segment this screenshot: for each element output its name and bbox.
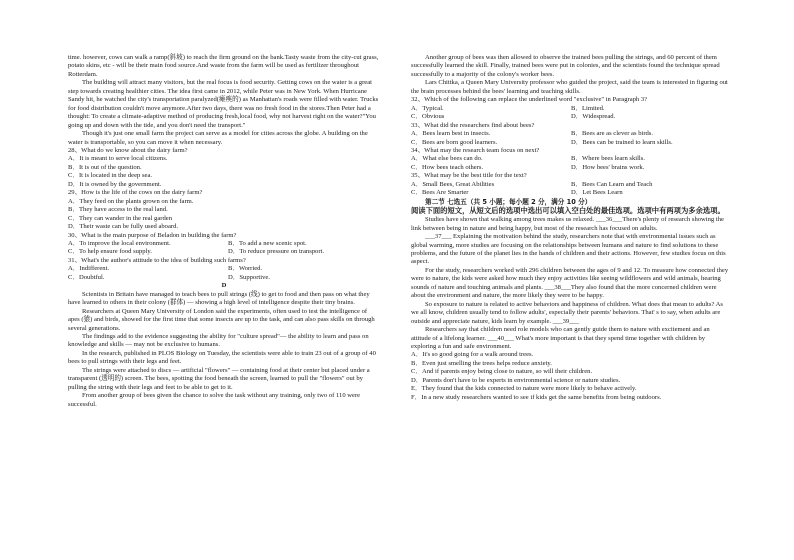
- option-28d[interactable]: D．It is owned by the government.: [68, 180, 162, 188]
- cloze-paragraph: Researchers say that children need role models who can gently guide them to nature with excitement and an attitude of a lifelong learner. ___40___ What's more important is that they spend time together with children by exploring a fun and safe environment.: [411, 326, 710, 350]
- option-29b[interactable]: B．They have access to the real land.: [68, 206, 168, 214]
- option-31a[interactable]: A．Indifferent.: [68, 265, 110, 273]
- option-30a[interactable]: A．To improve the local environment.: [68, 239, 171, 247]
- cloze-paragraph: Studies have shown that walking among trees makes us relaxed. ___36___There's plenty of research showing the link between being in nature and being happy, but most of the research has focused on adults.: [411, 216, 724, 232]
- option-33a[interactable]: A．Bees learn best in insects.: [411, 130, 491, 138]
- option-29a[interactable]: A．They feed on the plants grown on the farm.: [68, 197, 194, 205]
- cloze-paragraph: So exposure to nature is related to active behaviors and happiness of children. What does that mean to adults? As we all know, children usually tend to follow adults', especially their parents' behaviors. That' s to say, when adults are outside and appreciate nature, kids learn by example. ___39___: [411, 300, 723, 325]
- option-30b[interactable]: B．To add a new scenic spot.: [228, 239, 307, 247]
- option-34c[interactable]: C．How bees teach others.: [411, 163, 484, 171]
- option-34a[interactable]: A．What else bees can do.: [411, 155, 483, 163]
- section-heading: 第二节 七选五（共 5 小题；每小题 2 分，满分 10 分）: [425, 197, 592, 206]
- option-35c[interactable]: C．Bees Are Smarter: [411, 189, 469, 197]
- option-31d[interactable]: D．Supportive.: [228, 273, 270, 281]
- passage-c-paragraph: time. however, cows can walk a ramp(斜坡) to reach the firm ground on the bank.Tasty waste from the city-cut grass, potato skins, etc - will be their main food source.And waste from the farm will be used as fertilizer throughout Rotterdam.: [68, 54, 379, 78]
- option-31c[interactable]: C．Doubtful.: [68, 273, 105, 281]
- passage-d-paragraph: Scientists in Britain have managed to teach bees to pull strings (线) to get to food and then pass on what they have learned to others in their colony (群体) — showing a high level of intelligence despite their tiny brains.: [68, 290, 370, 307]
- options-32-row2: [411, 113, 729, 121]
- section-instructions: 阅读下面的短文，从短文后的选项中选出可以填入空白处的最佳选项。选项中有两项为多余选项。: [411, 206, 725, 216]
- cloze-option-f[interactable]: F．In a new study researchers wanted to see if kids get the same benefits from being outdoors.: [411, 393, 662, 401]
- passage-d-paragraph: From another group of bees given the chance to solve the task without any training, only two of 110 were successful.: [68, 392, 361, 408]
- cloze-paragraph: ___37___ Explaining the motivation behind the study, researchers note that with environmental issues such as global warming, more studies are focusing on the relationships between humans and nature to find solutions to these problems, and the future of the planet lies in the hands of children and their actions. However, few studies focus on this aspect.: [411, 233, 726, 266]
- options-30-row1: [68, 240, 380, 248]
- option-33c[interactable]: C．Bees are born good learners.: [411, 138, 498, 146]
- option-33b[interactable]: B．Bees are as clever as birds.: [571, 130, 654, 138]
- option-32b[interactable]: B．Limited.: [571, 104, 605, 112]
- options-35-row1: [411, 181, 729, 189]
- section-d-heading: D: [221, 282, 227, 290]
- option-32a[interactable]: A．Typical.: [411, 104, 444, 112]
- option-30d[interactable]: D．To reduce pressure on transport.: [228, 248, 325, 256]
- options-33-row1: [411, 130, 729, 138]
- options-31-row1: [68, 265, 380, 273]
- passage-c-paragraph: The building will attract many visitors, but the real focus is food security. Getting cows on the water is a great step towards creating healthier cities. The idea first came in 2012, while Peter was in New York. When Hurricane Sandy hit, he watched the city's transportation paralyzed(瘫痪的) as Manhattan's roads were filled with water. Trucks for food distribution couldn't move anymore.After two days, there was no fresh food in the stores.Then Peter had a thought: To create a climate-adaptive method of producing fresh,local food, why not harvest right on the water?"You going up and down with the tide, and you don't need the transport.": [68, 79, 379, 129]
- options-34-row2: [411, 164, 729, 172]
- passage-d-paragraph: Another group of bees was then allowed to observe the trained bees pulling the strings, and 60 percent of them successfully learned the skill. Finally, trained bees were put in colonies, and the scientists found the technique spread successfully to a majority of the colony's worker bees.: [411, 54, 720, 78]
- passage-d-paragraph: The findings add to the evidence suggesting the ability for "culture spread"— the ability to learn and pass on knowledge and skills — may not be exclusive to humans.: [68, 332, 369, 349]
- option-34b[interactable]: B．Where bees learn skills.: [571, 155, 645, 163]
- question-28: 28、What do we know about the dairy farm?: [68, 146, 188, 154]
- option-34d[interactable]: D．How bees' brains work.: [571, 163, 645, 171]
- passage-d-paragraph: The strings were attached to discs — artificial "flowers" — containing food at their center but placed under a transparent (透明的) screen. The bees, spotting the food beneath the screen, learned to pull the "flowers" out by pulling the string with their legs and feet to be able to get to it.: [68, 366, 370, 391]
- option-31b[interactable]: B．Worried.: [228, 265, 263, 273]
- option-32d[interactable]: D．Widespread.: [571, 113, 616, 121]
- passage-c-paragraph: Though it's just one small farm the project can serve as a model for cities across the globe. A building on the water is transportable, so you can move it when necessary.: [68, 130, 368, 146]
- passage-d-paragraph: Researchers at Queen Mary University of London said the experiments, often used to test the intelligence of apes (猿) and birds, showed for the first time that some insects are up to the task, and can also pass skills on through several generations.: [68, 307, 375, 332]
- passage-d-paragraph: In the research, published in PLOS Biology on Tuesday, the scientists were able to train 23 out of a group of 40 bees to pull strings with their legs and feet.: [68, 349, 376, 366]
- cloze-option-c[interactable]: C．And if parents enjoy being close to nature, so will their children.: [411, 368, 593, 376]
- cloze-option-d[interactable]: D．Parents don't have to be experts in environmental science or nature studies.: [411, 376, 621, 384]
- question-35: 35、What may be the best title for the text?: [411, 172, 527, 180]
- question-34: 34、What may the research team focus on next?: [411, 146, 540, 154]
- cloze-option-a[interactable]: A．It's so good going for a walk around trees.: [411, 351, 534, 359]
- option-29d[interactable]: D．Their waste can be fully used aboard.: [68, 223, 179, 231]
- question-31: 31、What's the author's attitude to the idea of building such farms?: [68, 256, 246, 264]
- cloze-option-e[interactable]: E．They found that the kids connected to nature were more likely to behave actively.: [411, 385, 637, 393]
- option-29c[interactable]: C．They can wander in the real garden: [68, 214, 172, 222]
- right-column: [411, 54, 729, 402]
- options-33-row2: [411, 139, 729, 147]
- options-32-row1: [411, 105, 729, 113]
- options-30-row2: [68, 248, 380, 256]
- option-35a[interactable]: A．Small Bees, Great Abilities: [411, 180, 495, 188]
- passage-d-paragraph: Lars Chittka, a Queen Mary University professor who guided the project, said the team is interested in figuring out the brain processes behind the bees' learning and teaching skills.: [411, 79, 728, 95]
- option-35d[interactable]: D．Let Bees Learn: [571, 189, 623, 197]
- option-35b[interactable]: B．Bees Can Learn and Teach: [571, 180, 653, 188]
- question-33: 33、What did the researchers find about bees?: [411, 121, 535, 129]
- question-30: 30、What is the main purpose of Beladon in building the farm?: [68, 231, 237, 239]
- option-33d[interactable]: D．Bees can be trained to learn skills.: [571, 138, 673, 146]
- option-30c[interactable]: C．To help ensure food supply.: [68, 248, 152, 256]
- options-35-row2: [411, 189, 729, 197]
- left-column: [68, 54, 380, 409]
- question-29: 29、How is the life of the cows on the dairy farm?: [68, 189, 203, 197]
- cloze-option-b[interactable]: B．Even just smelling the trees helps reduce anxiety.: [411, 359, 552, 367]
- options-31-row2: [68, 274, 380, 282]
- option-28b[interactable]: B．It is out of the question.: [68, 163, 142, 171]
- option-28c[interactable]: C．It is located in the deep sea.: [68, 172, 153, 180]
- option-28a[interactable]: A．It is meant to serve local citizens.: [68, 155, 168, 163]
- options-34-row1: [411, 155, 729, 163]
- question-32: 32、Which of the following can replace the underlined word "exclusive" in Paragraph 3?: [411, 96, 648, 104]
- cloze-paragraph: For the study, researchers worked with 296 children between the ages of 9 and 12. To measure how connected they were to nature, the kids were asked how much they enjoy activities like seeing wildflowers and wild animals, hearing sounds of nature and touching animals and plants. ___38___They also found that the more concerned children were about the environment and nature, the more likely they were to be happy.: [411, 266, 729, 300]
- option-32c[interactable]: C．Obvious: [411, 113, 445, 121]
